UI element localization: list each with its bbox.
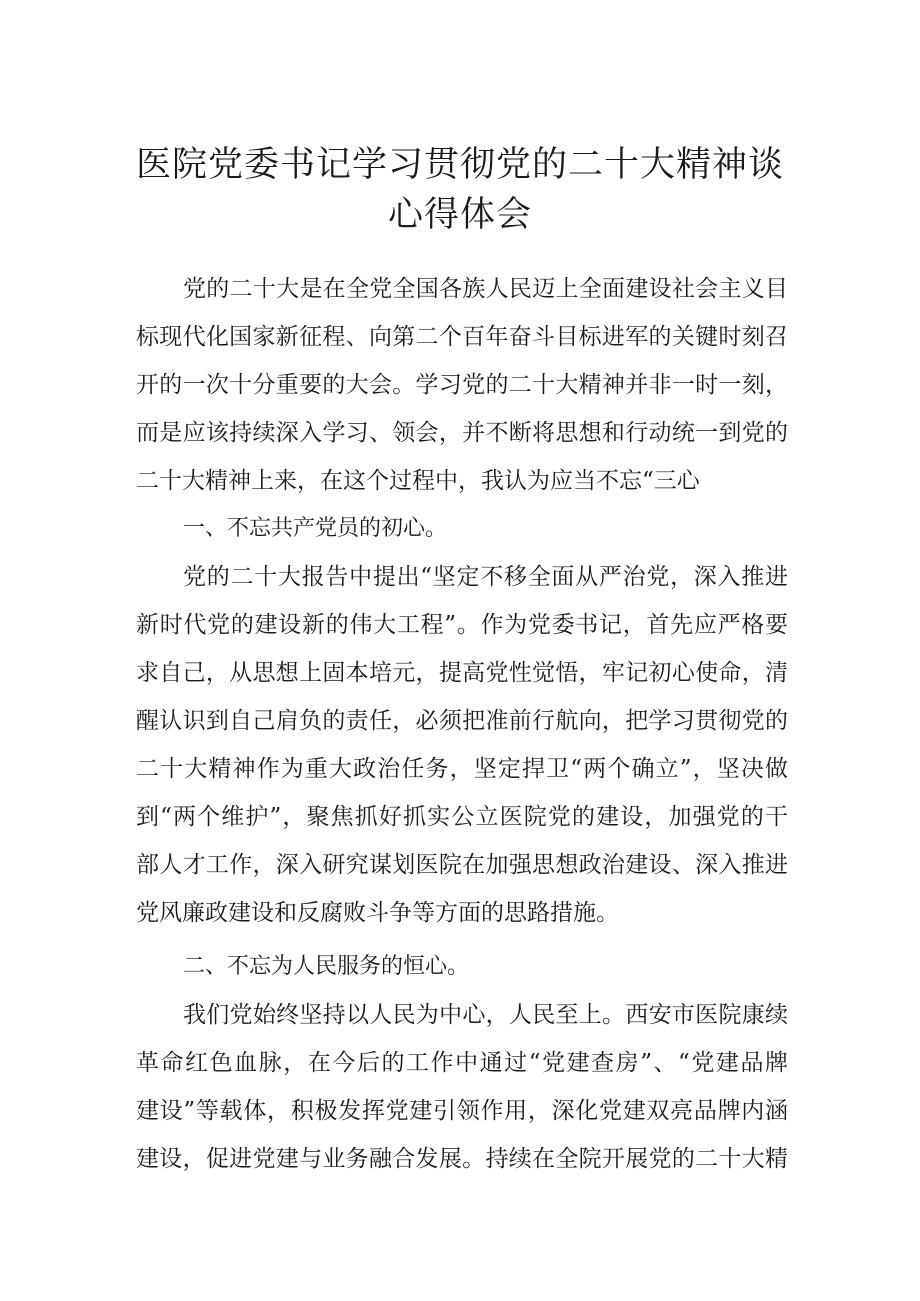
paragraph-line: 求自己，从思想上固本培元，提高党性觉悟，牢记初心使命，清	[136, 660, 788, 686]
paragraph-line: 标现代化国家新征程、向第二个百年奋斗目标进军的关键时刻召	[136, 324, 788, 350]
paragraph-line: 二十大精神上来，在这个过程中，我认为应当不忘“三心	[136, 468, 700, 494]
section-heading: 一、不忘共产党员的初心。	[183, 516, 448, 541]
paragraph-line: 党的二十大是在全党全国各族人民迈上全面建设社会主义目	[183, 276, 788, 302]
paragraph-line: 党的二十大报告中提出“坚定不移全面从严治党，深入推进	[183, 564, 788, 590]
paragraph-line: 醒认识到自己肩负的责任，必须把准前行航向，把学习贯彻党的	[136, 708, 788, 734]
paragraph-line: 我们党始终坚持以人民为中心，人民至上。西安市医院康续	[183, 1002, 788, 1028]
section-heading: 二、不忘为人民服务的恒心。	[183, 954, 470, 979]
paragraph-line: 而是应该持续深入学习、领会，并不断将思想和行动统一到党的	[136, 420, 788, 446]
paragraph-line: 部人才工作，深入研究谋划医院在加强思想政治建设、深入推进	[136, 852, 788, 878]
paragraph-line: 二十大精神作为重大政治任务，坚定捍卫“两个确立”，坚决做	[136, 756, 788, 782]
paragraph-line: 开的一次十分重要的大会。学习党的二十大精神并非一时一刻，	[136, 372, 788, 398]
paragraph-line: 建设”等载体，积极发挥党建引领作用，深化党建双亮品牌内涵	[136, 1098, 788, 1124]
paragraph-line: 革命红色血脉，在今后的工作中通过“党建查房”、“党建品牌	[136, 1050, 788, 1076]
paragraph-line: 建设，促进党建与业务融合发展。持续在全院开展党的二十大精	[136, 1146, 788, 1172]
document-title-line-2: 心得体会	[387, 195, 532, 235]
paragraph-line: 到“两个维护”，聚焦抓好抓实公立医院党的建设，加强党的干	[136, 804, 788, 830]
paragraph-line: 新时代党的建设新的伟大工程”。作为党委书记，首先应严格要	[136, 612, 788, 638]
paragraph-line: 党风廉政建设和反腐败斗争等方面的思路措施。	[136, 900, 619, 926]
document-title-line-1: 医院党委书记学习贯彻党的二十大精神谈	[135, 145, 784, 185]
